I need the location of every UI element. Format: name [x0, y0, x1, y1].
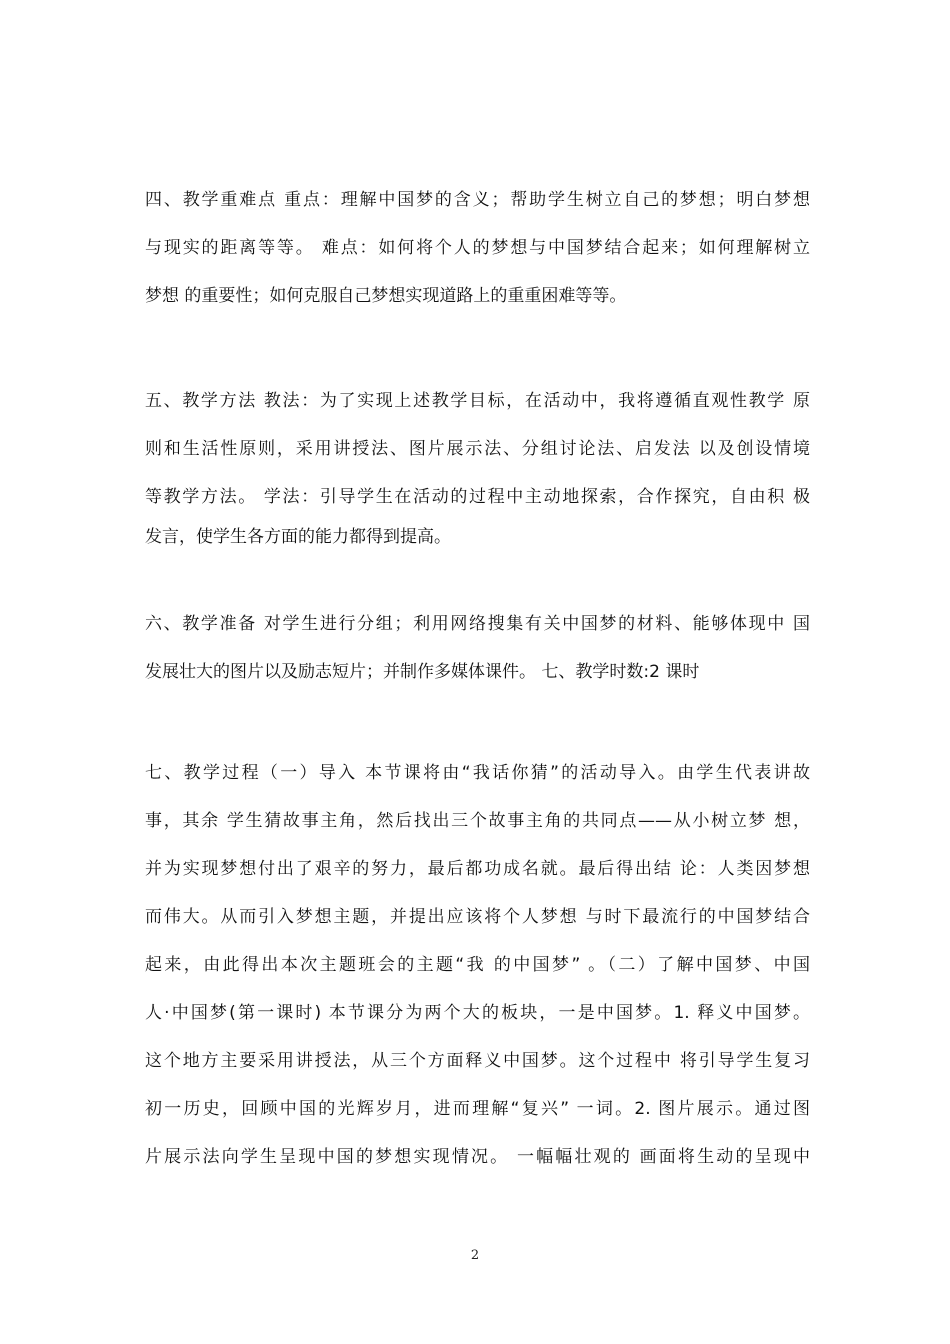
paragraph-line: 起来，由此得出本次主题班会的主题“我 的中国梦” 。（二）了解中国梦、中国: [145, 955, 810, 975]
paragraph-line: 片展示法向学生呈现中国的梦想实现情况。 一幅幅壮观的 画面将生动的呈现中: [145, 1147, 810, 1167]
paragraph-line: 事，其余 学生猜故事主角，然后找出三个故事主角的共同点——从小树立梦 想，: [145, 811, 810, 831]
paragraph-line: 人·中国梦(第一课时) 本节课分为两个大的板块，一是中国梦。1. 释义中国梦。: [145, 1003, 810, 1023]
paragraph-line: 初一历史，回顾中国的光辉岁月，进而理解“复兴” 一词。2. 图片展示。通过图: [145, 1099, 810, 1119]
paragraph-line: 与现实的距离等等。 难点：如何将个人的梦想与中国梦结合起来；如何理解树立: [145, 238, 810, 258]
paragraph-line: 发言，使学生各方面的能力都得到提高。: [145, 527, 451, 547]
paragraph-line: 发展壮大的图片以及励志短片；并制作多媒体课件。 七、教学时数:2 课时: [145, 662, 700, 682]
paragraph-line: 梦想 的重要性；如何克服自己梦想实现道路上的重重困难等等。: [145, 286, 627, 306]
paragraph-line: 七、教学过程（一）导入 本节课将由“我话你猜”的活动导入。由学生代表讲故: [145, 763, 810, 783]
page-number: 2: [470, 1248, 480, 1263]
paragraph-line: 六、教学准备 对学生进行分组；利用网络搜集有关中国梦的材料、能够体现中 国: [145, 614, 810, 634]
paragraph-line: 则和生活性原则，采用讲授法、图片展示法、分组讨论法、启发法 以及创设情境: [145, 439, 810, 459]
paragraph-line: 五、教学方法 教法：为了实现上述教学目标，在活动中，我将遵循直观性教学 原: [145, 391, 810, 411]
paragraph-line: 这个地方主要采用讲授法，从三个方面释义中国梦。这个过程中 将引导学生复习: [145, 1051, 810, 1071]
paragraph-line: 等教学方法。 学法：引导学生在活动的过程中主动地探索，合作探究，自由积 极: [145, 487, 810, 507]
paragraph-line: 并为实现梦想付出了艰辛的努力，最后都功成名就。最后得出结 论：人类因梦想: [145, 859, 810, 879]
paragraph-line: 而伟大。从而引入梦想主题，并提出应该将个人梦想 与时下最流行的中国梦结合: [145, 907, 810, 927]
paragraph-line: 四、教学重难点 重点：理解中国梦的含义；帮助学生树立自己的梦想；明白梦想: [145, 190, 810, 210]
